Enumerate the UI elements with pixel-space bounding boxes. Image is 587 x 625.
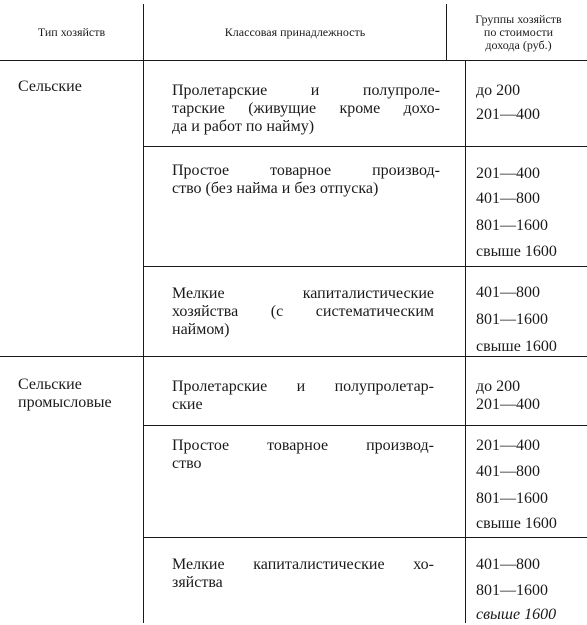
class-text: Мелкие капиталистические хозяйства (с систематическим наймом): [172, 285, 434, 338]
header-groups: [450, 13, 587, 52]
header-groups-line: Группы хозяйств: [475, 12, 562, 26]
income-value: до 200: [476, 378, 521, 395]
income-value: 401—800: [476, 284, 540, 301]
income-value: 401—800: [476, 556, 540, 573]
group-rule-1-2: [143, 266, 587, 267]
income-value: 201—400: [476, 396, 540, 413]
class-text: Пролетарские и полупролетар- ские: [172, 378, 434, 413]
header-groups-line: дохода (руб.): [485, 38, 552, 52]
group-rule-2-2: [143, 537, 587, 538]
header-class: Классовая принадлежность: [224, 25, 366, 39]
income-value: 801—1600: [476, 311, 548, 328]
income-value: 201—400: [476, 106, 540, 123]
group-rule-2-1: [143, 425, 587, 426]
class-text: Простое товарное производ- ство: [172, 437, 434, 472]
group-rule-1-1: [143, 146, 587, 147]
income-value: свыше 1600: [476, 515, 557, 532]
header-bottom-rule: [0, 60, 587, 61]
col-divider-2-header: [446, 4, 447, 60]
income-value: 201—400: [476, 437, 540, 454]
farm-type-rural: Сельские: [18, 78, 82, 95]
farm-type-rural-crafts: Сельские промысловые: [18, 376, 112, 411]
income-value: свыше 1600: [476, 243, 557, 260]
income-value: свыше 1600: [476, 338, 557, 355]
class-text: Простое товарное производ- ство (без найма и без отпуска): [172, 162, 440, 197]
income-value: 801—1600: [476, 217, 548, 234]
class-text: Пролетарские и полупроле- тарские (живущие кроме дохо- да и работ по найму): [172, 82, 440, 135]
col-divider-1-header: [143, 4, 144, 60]
section-divider-rule: [0, 356, 587, 357]
income-value: 801—1600: [476, 582, 548, 599]
income-value: 201—400: [476, 165, 540, 182]
income-value: 401—800: [476, 190, 540, 207]
income-value: 801—1600: [476, 490, 548, 507]
header-type: Тип хозяйств: [37, 25, 106, 39]
header-groups-line: по стоимости: [483, 25, 554, 39]
income-value: свыше 1600: [476, 606, 557, 623]
income-value: 401—800: [476, 463, 540, 480]
class-text: Мелкие капиталистические хо- зяйства: [172, 556, 434, 591]
income-value: до 200: [476, 82, 521, 99]
